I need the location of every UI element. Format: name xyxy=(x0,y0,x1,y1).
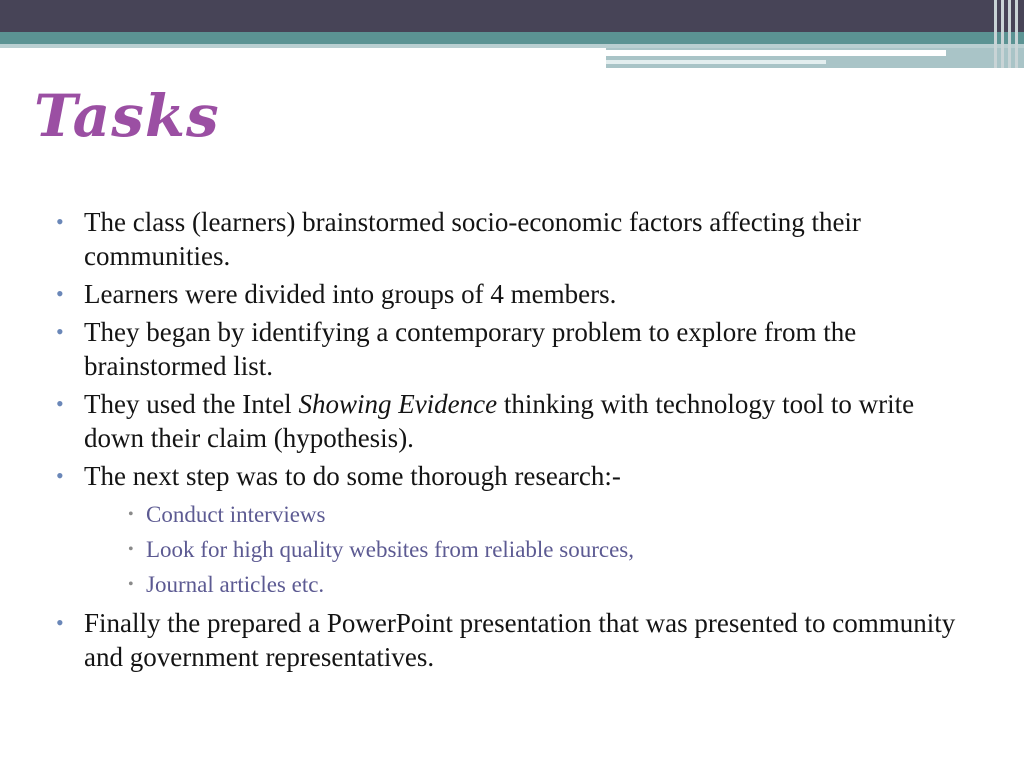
sub-bullet-icon: • xyxy=(128,541,134,558)
bullet-item xyxy=(56,459,976,602)
slide-body xyxy=(56,205,976,678)
bullet-item xyxy=(56,277,976,311)
bullet-icon: • xyxy=(56,209,64,234)
header-bar-dark xyxy=(0,0,1024,32)
sub-bullet-text: Journal articles etc. xyxy=(146,572,325,597)
sub-bullet-icon: • xyxy=(128,576,134,593)
bullet-icon: • xyxy=(56,610,64,635)
bullet-text-italic: Showing Evidence xyxy=(298,389,498,419)
bullet-item xyxy=(56,315,976,383)
bullet-text-after: thinking with technology tool to write down their claim (hypothesis). xyxy=(84,389,915,453)
bullet-item xyxy=(56,205,976,273)
sub-bullet-item xyxy=(128,497,976,532)
sub-bullet-list xyxy=(84,497,976,602)
bullet-icon: • xyxy=(56,391,64,416)
header-bar-teal xyxy=(0,32,1024,44)
bullet-text: Learners were divided into groups of 4 members. xyxy=(84,279,617,309)
bullet-icon: • xyxy=(56,281,64,306)
sub-bullet-item xyxy=(128,532,976,567)
bullet-list xyxy=(56,205,976,674)
bullet-text: They began by identifying a contemporary problem to explore from the brainstormed list. xyxy=(84,317,857,381)
bullet-item xyxy=(56,387,976,455)
sub-bullet-item xyxy=(128,567,976,602)
bullet-text: The next step was to do some thorough research:- xyxy=(84,461,621,491)
slide-title: Tasks xyxy=(34,82,220,150)
bullet-text: The class (learners) brainstormed socio-economic factors affecting their communities. xyxy=(84,207,861,271)
sub-bullet-text: Conduct interviews xyxy=(146,502,326,527)
bullet-text: Finally the prepared a PowerPoint presentation that was presented to community and government representatives. xyxy=(84,608,956,672)
sub-bullet-text: Look for high quality websites from reliable sources, xyxy=(146,537,634,562)
bullet-text-before: They used the Intel xyxy=(84,389,299,419)
bullet-icon: • xyxy=(56,319,64,344)
header-tab-line xyxy=(606,50,946,56)
header-vertical-stripes xyxy=(990,0,1024,68)
sub-bullet-icon: • xyxy=(128,506,134,523)
bullet-item xyxy=(56,606,976,674)
bullet-icon: • xyxy=(56,463,64,488)
header-tab-line-2 xyxy=(606,60,826,64)
